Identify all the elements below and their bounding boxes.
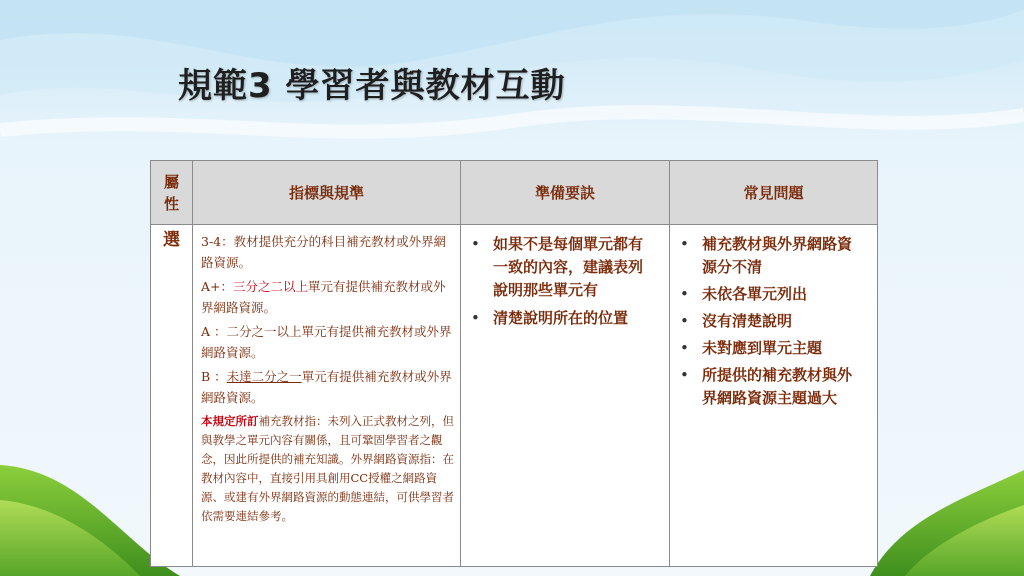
criteria-b: B ：未達二分之一單元有提供補充教材或外界網路資源。 — [201, 369, 452, 405]
criteria-main: 3-4：教材提供充分的科目補充教材或外界網路資源。 — [201, 234, 447, 270]
header-tips: 準備要訣 — [461, 161, 670, 225]
criteria-a: A ：二分之一以上單元有提供補充教材或外界網路資源。 — [201, 324, 452, 360]
list-item: • 未依各單元列出 — [688, 283, 863, 306]
list-item: • 補充教材與外界網路資源分不清 — [688, 233, 863, 279]
attribute-cell: 選 — [151, 225, 193, 567]
table-row — [151, 225, 878, 567]
criteria-cell — [193, 225, 461, 567]
rubric-table — [150, 160, 878, 567]
list-item: • 沒有清楚說明 — [688, 310, 863, 333]
list-item: • 所提供的補充教材與外界網路資源主題過大 — [688, 364, 863, 410]
slide-title: 規範3 學習者與教材互動 — [178, 66, 566, 106]
header-attribute: 屬性 — [151, 161, 193, 225]
list-item: • 未對應到單元主題 — [688, 337, 863, 360]
criteria-a-plus: A+：三分之二以上單元有提供補充教材或外界網路資源。 — [201, 279, 446, 315]
tips-cell — [461, 225, 670, 567]
header-issues: 常見問題 — [670, 161, 878, 225]
header-criteria: 指標與規準 — [193, 161, 461, 225]
table-header-row — [151, 161, 878, 225]
list-item: • 清楚說明所在的位置 — [479, 307, 655, 330]
criteria-definition: 本規定所訂補充教材指：未列入正式教材之列，但與教學之單元內容有關係，且可鞏固學習者之觀念，因此所提供的補充知識。外界網路資源指：在教材內容中，直接引用具創用CC授權之網路資源、或建有外界網路資源的動態連結，可供學習者依需要連結參考。 — [201, 414, 454, 523]
issues-cell — [670, 225, 878, 567]
list-item: • 如果不是每個單元都有一致的內容，建議表列說明那些單元有 — [479, 233, 655, 302]
